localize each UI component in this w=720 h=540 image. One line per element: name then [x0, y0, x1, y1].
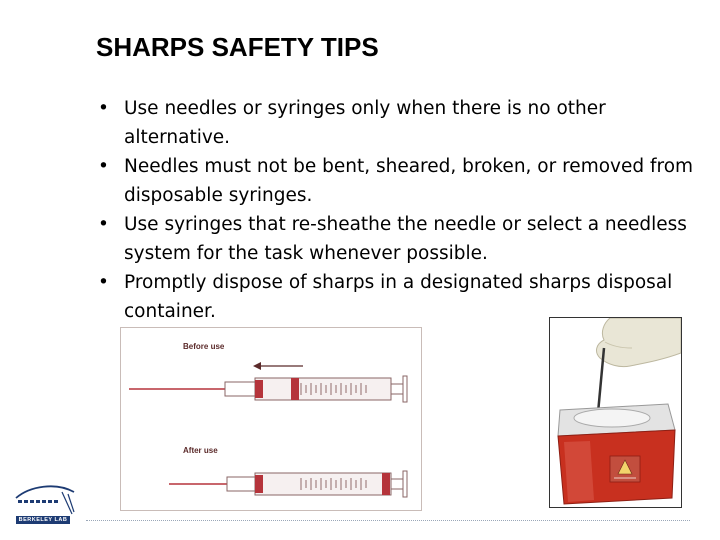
tip-item: • Use syringes that re-sheathe the needle or select a needless system for the task whenever possible. [96, 210, 696, 268]
syringe-drawing [121, 328, 421, 510]
tips-list [96, 94, 696, 326]
syringe-diagram [120, 327, 422, 511]
berkeley-lab-wordmark: BERKELEY LAB [16, 516, 70, 524]
tip-item: • Use needles or syringes only when there is no other alternative. [96, 94, 696, 152]
syringe-after [169, 471, 407, 497]
after-use-label: After use [183, 446, 218, 455]
before-use-label: Before use [183, 342, 225, 351]
tip-item: • Promptly dispose of sharps in a designated sharps disposal container. [96, 268, 696, 326]
sharps-container-photo [549, 317, 682, 508]
syringe-before [129, 376, 407, 402]
direction-arrow [253, 362, 303, 370]
slide-title: SHARPS SAFETY TIPS [96, 32, 379, 62]
footer-divider [86, 520, 690, 521]
sharps-container-illustration [550, 318, 681, 507]
tip-item: • Needles must not be bent, sheared, broken, or removed from disposable syringes. [96, 152, 696, 210]
